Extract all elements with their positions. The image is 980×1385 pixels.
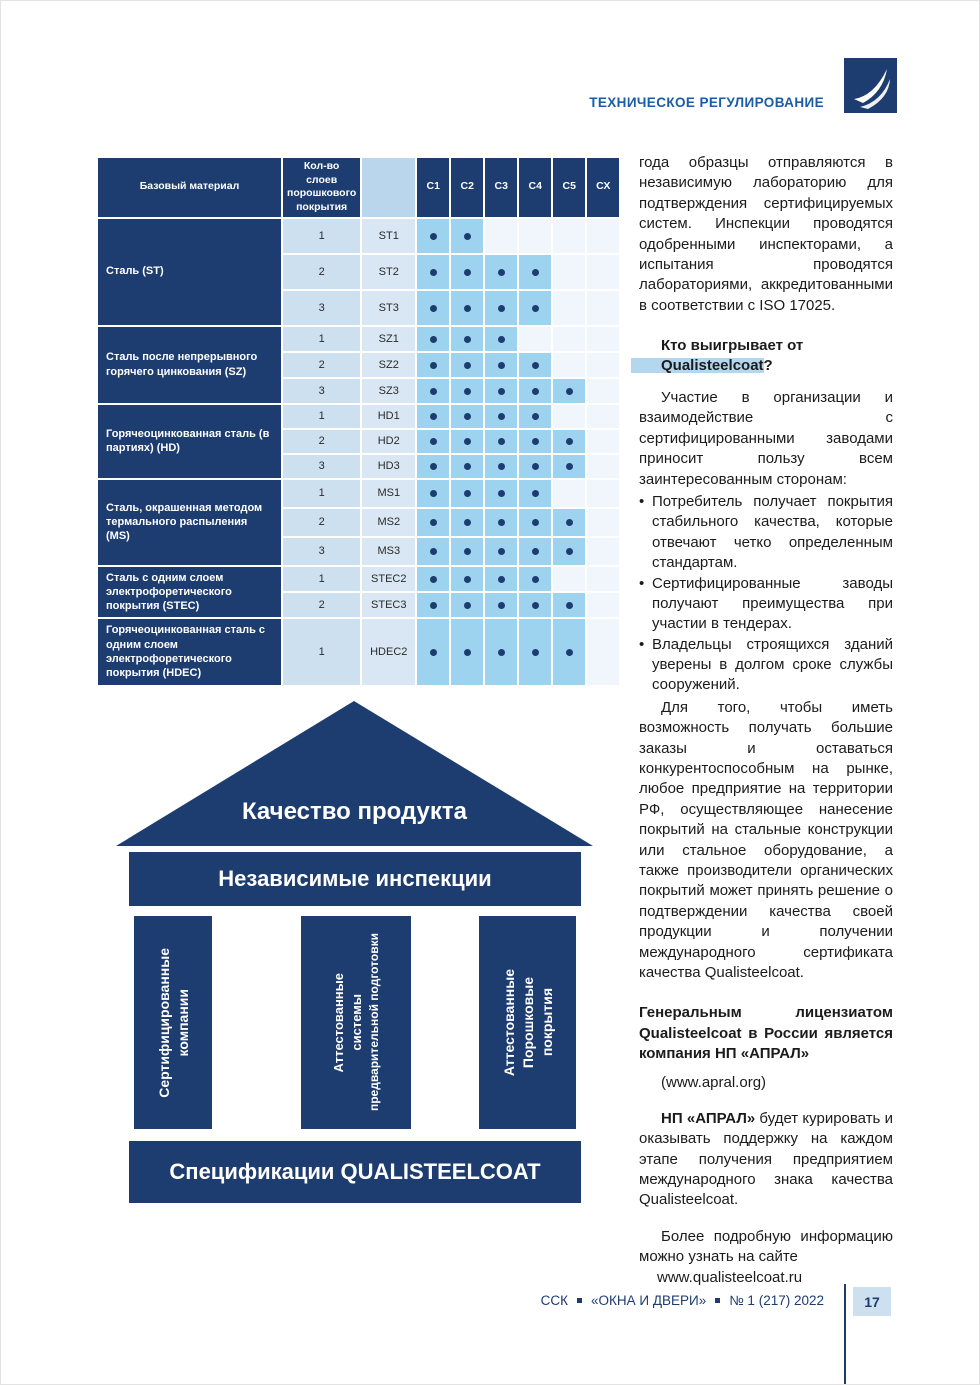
system-code-cell: ST2 bbox=[361, 254, 416, 290]
dot-marker bbox=[430, 362, 437, 369]
dot-marker bbox=[532, 362, 539, 369]
col-header-code bbox=[361, 157, 416, 218]
material-cell: Сталь с одним слоем электрофоретического покрытия (STEC) bbox=[97, 566, 282, 619]
house-beam: Независимые инспекции bbox=[129, 852, 581, 906]
pillar-label: предварительной подготовки bbox=[367, 933, 381, 1112]
publisher-logo bbox=[844, 58, 897, 113]
house-pillar bbox=[301, 916, 411, 1129]
layers-cell: 2 bbox=[282, 429, 361, 454]
class-cell bbox=[416, 290, 450, 326]
class-cell bbox=[586, 454, 620, 479]
dot-marker bbox=[464, 576, 471, 583]
footer-issue: № 1 (217) 2022 bbox=[729, 1293, 824, 1308]
benefit-item: • Сертифицированные заводы получают преимущества при участии в тендерах. bbox=[639, 574, 893, 635]
dot-marker bbox=[498, 649, 505, 656]
class-cell bbox=[552, 290, 586, 326]
class-cell bbox=[416, 618, 450, 685]
class-cell bbox=[416, 404, 450, 429]
feather-logo-icon bbox=[844, 58, 897, 113]
dot-marker bbox=[430, 548, 437, 555]
dot-marker bbox=[430, 388, 437, 395]
layers-cell: 1 bbox=[282, 326, 361, 352]
class-cell bbox=[552, 404, 586, 429]
class-cell bbox=[586, 326, 620, 352]
benefits-list bbox=[639, 492, 893, 696]
apral-url: (www.apral.org) bbox=[661, 1073, 767, 1091]
class-cell bbox=[416, 592, 450, 618]
class-cell bbox=[552, 537, 586, 566]
class-cell bbox=[450, 429, 484, 454]
dot-marker bbox=[566, 649, 573, 656]
class-cell bbox=[484, 429, 518, 454]
dot-marker bbox=[532, 649, 539, 656]
dot-marker bbox=[464, 438, 471, 445]
class-cell bbox=[450, 618, 484, 685]
col-header-class: С1 bbox=[416, 157, 450, 218]
col-header-material: Базовый материал bbox=[97, 157, 282, 218]
dot-marker bbox=[430, 269, 437, 276]
class-cell bbox=[416, 326, 450, 352]
class-cell bbox=[416, 454, 450, 479]
dot-marker bbox=[498, 602, 505, 609]
system-code-cell: MS3 bbox=[361, 537, 416, 566]
system-code-cell: HD2 bbox=[361, 429, 416, 454]
dot-marker bbox=[430, 649, 437, 656]
benefit-item: • Потребитель получает покрытия стабильного качества, которые отвечают четко определенным стандартам. bbox=[639, 492, 893, 574]
layers-cell: 1 bbox=[282, 404, 361, 429]
dot-marker bbox=[498, 336, 505, 343]
class-cell bbox=[450, 378, 484, 404]
class-cell bbox=[518, 454, 552, 479]
apral-lead: НП «АПРАЛ» bbox=[661, 1109, 756, 1127]
dot-marker bbox=[498, 576, 505, 583]
class-cell bbox=[484, 479, 518, 508]
dot-marker bbox=[498, 388, 505, 395]
class-cell bbox=[518, 378, 552, 404]
class-cell bbox=[484, 218, 518, 254]
pillar-label: Аттестованные bbox=[331, 972, 346, 1073]
dot-marker bbox=[498, 438, 505, 445]
dot-marker bbox=[532, 388, 539, 395]
col-header-class: С4 bbox=[518, 157, 552, 218]
layers-cell: 2 bbox=[282, 592, 361, 618]
dot-marker bbox=[464, 388, 471, 395]
dot-marker bbox=[430, 602, 437, 609]
dot-marker bbox=[498, 519, 505, 526]
class-cell bbox=[518, 479, 552, 508]
system-code-cell: SZ1 bbox=[361, 326, 416, 352]
dot-marker bbox=[430, 519, 437, 526]
class-cell bbox=[450, 454, 484, 479]
pillar-label: Порошковые bbox=[519, 976, 536, 1069]
class-cell bbox=[586, 254, 620, 290]
layers-cell: 1 bbox=[282, 218, 361, 254]
dot-marker bbox=[464, 413, 471, 420]
house-pillar bbox=[134, 916, 212, 1129]
paragraph-participation: Участие в организации и взаимодействие с сертифицированными заводами приносит пользу всем заинтересованным сторонам: bbox=[639, 389, 893, 488]
class-cell bbox=[484, 508, 518, 537]
class-cell bbox=[586, 404, 620, 429]
qualisteelcoat-url: www.qualisteelcoat.ru bbox=[657, 1268, 803, 1286]
who-benefits-heading bbox=[639, 336, 893, 376]
class-cell bbox=[518, 537, 552, 566]
dot-marker bbox=[498, 362, 505, 369]
footer-separator-square bbox=[577, 1298, 582, 1303]
dot-marker bbox=[566, 388, 573, 395]
class-cell bbox=[484, 378, 518, 404]
dot-marker bbox=[430, 463, 437, 470]
class-cell bbox=[552, 326, 586, 352]
class-cell bbox=[450, 537, 484, 566]
pillar-label: системы bbox=[349, 994, 364, 1051]
paragraph-licensee: Генеральным лицензиатом Qualisteelcoat в России является компания НП «АПРАЛ» bbox=[639, 1004, 893, 1063]
class-cell bbox=[518, 290, 552, 326]
system-code-cell: HDEC2 bbox=[361, 618, 416, 685]
dot-marker bbox=[464, 305, 471, 312]
dot-marker bbox=[498, 490, 505, 497]
class-cell bbox=[484, 592, 518, 618]
system-code-cell: SZ3 bbox=[361, 378, 416, 404]
dot-marker bbox=[532, 519, 539, 526]
class-cell bbox=[586, 592, 620, 618]
system-code-cell: ST3 bbox=[361, 290, 416, 326]
class-cell bbox=[416, 352, 450, 378]
class-cell bbox=[484, 454, 518, 479]
dot-marker bbox=[498, 413, 505, 420]
col-header-class: С5 bbox=[552, 157, 586, 218]
class-cell bbox=[586, 508, 620, 537]
dot-marker bbox=[532, 576, 539, 583]
class-cell bbox=[416, 537, 450, 566]
class-cell bbox=[586, 566, 620, 592]
class-cell bbox=[586, 618, 620, 685]
dot-marker bbox=[430, 576, 437, 583]
class-cell bbox=[552, 429, 586, 454]
dot-marker bbox=[464, 463, 471, 470]
class-cell bbox=[450, 404, 484, 429]
dot-marker bbox=[430, 305, 437, 312]
dot-marker bbox=[464, 519, 471, 526]
dot-marker bbox=[498, 548, 505, 555]
class-cell bbox=[450, 352, 484, 378]
table-row bbox=[97, 566, 620, 592]
house-pillar bbox=[479, 916, 576, 1129]
dot-marker bbox=[498, 305, 505, 312]
dot-marker bbox=[566, 438, 573, 445]
dot-marker bbox=[464, 362, 471, 369]
dot-marker bbox=[532, 548, 539, 555]
table-header-row bbox=[97, 157, 620, 218]
layers-cell: 2 bbox=[282, 508, 361, 537]
material-cell: Сталь (ST) bbox=[97, 218, 282, 326]
layers-cell: 1 bbox=[282, 566, 361, 592]
col-header-class: С3 bbox=[484, 157, 518, 218]
heading-line-1: Кто выигрывает от bbox=[661, 337, 804, 355]
class-cell bbox=[552, 254, 586, 290]
dot-marker bbox=[430, 438, 437, 445]
col-header-class: С2 bbox=[450, 157, 484, 218]
page-number: 17 bbox=[853, 1287, 891, 1316]
footer bbox=[541, 1293, 824, 1308]
class-cell bbox=[586, 537, 620, 566]
table-row bbox=[97, 326, 620, 352]
dot-marker bbox=[430, 413, 437, 420]
dot-marker bbox=[464, 269, 471, 276]
pillar-label: Аттестованные bbox=[500, 968, 517, 1077]
dot-marker bbox=[566, 548, 573, 555]
dot-marker bbox=[498, 463, 505, 470]
col-header-layers: Кол-во слоев порошкового покрытия bbox=[282, 157, 361, 218]
table-row bbox=[97, 218, 620, 254]
paragraph-more-info: Более подробную информацию можно узнать на сайте bbox=[639, 1227, 893, 1266]
pillar-label: покрытия bbox=[538, 988, 555, 1057]
dot-marker bbox=[464, 548, 471, 555]
class-cell bbox=[552, 454, 586, 479]
class-cell bbox=[450, 218, 484, 254]
paragraph-certification: Для того, чтобы иметь возможность получать большие заказы и оставаться конкурентоспособным на рынке, любое предприятие на территории РФ, осуществляющее нанесение покрытий на стальные конструкции или стальное оборудование, а также производители органических покрытий может принять решение о подтверждении качества своей продукции и получении международного сертификата качества Qualisteelcoat. bbox=[639, 698, 893, 981]
system-code-cell: SZ2 bbox=[361, 352, 416, 378]
material-cell: Горячеоцинкованная сталь с одним слоем электрофоретического покрытия (HDEC) bbox=[97, 618, 282, 685]
class-cell bbox=[552, 352, 586, 378]
class-cell bbox=[416, 508, 450, 537]
class-cell bbox=[586, 479, 620, 508]
class-cell bbox=[484, 404, 518, 429]
heading-line-2: Qualisteelcoat? bbox=[661, 357, 773, 375]
footer-separator-square bbox=[715, 1298, 720, 1303]
dot-marker bbox=[532, 305, 539, 312]
layers-cell: 1 bbox=[282, 618, 361, 685]
layers-cell: 3 bbox=[282, 537, 361, 566]
class-cell bbox=[416, 378, 450, 404]
class-cell bbox=[552, 378, 586, 404]
dot-marker bbox=[532, 438, 539, 445]
class-cell bbox=[450, 566, 484, 592]
section-header: ТЕХНИЧЕСКОЕ РЕГУЛИРОВАНИЕ bbox=[589, 95, 824, 110]
layers-cell: 2 bbox=[282, 352, 361, 378]
class-cell bbox=[518, 404, 552, 429]
class-cell bbox=[484, 537, 518, 566]
class-cell bbox=[518, 218, 552, 254]
system-code-cell: HD3 bbox=[361, 454, 416, 479]
class-cell bbox=[484, 326, 518, 352]
class-cell bbox=[586, 352, 620, 378]
dot-marker bbox=[464, 233, 471, 240]
footer-title: «ОКНА И ДВЕРИ» bbox=[591, 1293, 707, 1308]
class-cell bbox=[586, 290, 620, 326]
dot-marker bbox=[464, 602, 471, 609]
class-cell bbox=[450, 326, 484, 352]
dot-marker bbox=[532, 269, 539, 276]
class-cell bbox=[416, 254, 450, 290]
class-cell bbox=[484, 618, 518, 685]
class-cell bbox=[518, 618, 552, 685]
dot-marker bbox=[532, 490, 539, 497]
class-cell bbox=[450, 254, 484, 290]
paragraph-apral-support bbox=[639, 1109, 893, 1211]
footer-magazine: ССК bbox=[540, 1293, 568, 1308]
class-cell bbox=[484, 290, 518, 326]
dot-marker bbox=[498, 269, 505, 276]
class-cell bbox=[484, 352, 518, 378]
class-cell bbox=[552, 508, 586, 537]
class-cell bbox=[552, 566, 586, 592]
system-code-cell: MS1 bbox=[361, 479, 416, 508]
dot-marker bbox=[464, 490, 471, 497]
dot-marker bbox=[532, 413, 539, 420]
class-cell bbox=[586, 218, 620, 254]
class-cell bbox=[484, 566, 518, 592]
system-code-cell: ST1 bbox=[361, 218, 416, 254]
class-cell bbox=[416, 566, 450, 592]
class-cell bbox=[416, 218, 450, 254]
class-cell bbox=[450, 290, 484, 326]
pillar-label: Сертифицированные bbox=[155, 947, 172, 1098]
material-cell: Сталь, окрашенная методом термального распыления (MS) bbox=[97, 479, 282, 566]
layers-cell: 3 bbox=[282, 454, 361, 479]
dot-marker bbox=[566, 519, 573, 526]
roof-label: Качество продукта bbox=[241, 798, 467, 825]
class-cell bbox=[450, 508, 484, 537]
coating-classes-table bbox=[96, 156, 621, 687]
class-cell bbox=[518, 592, 552, 618]
benefit-item: • Владельцы строящихся зданий уверены в долгом сроке службы сооружений. bbox=[639, 635, 893, 696]
class-cell bbox=[518, 429, 552, 454]
article-column bbox=[639, 153, 893, 1288]
system-code-cell: HD1 bbox=[361, 404, 416, 429]
table-row bbox=[97, 479, 620, 508]
dot-marker bbox=[532, 463, 539, 470]
class-cell bbox=[518, 352, 552, 378]
layers-cell: 2 bbox=[282, 254, 361, 290]
layers-cell: 1 bbox=[282, 479, 361, 508]
system-code-cell: STEC2 bbox=[361, 566, 416, 592]
dot-marker bbox=[566, 602, 573, 609]
system-code-cell: STEC3 bbox=[361, 592, 416, 618]
class-cell bbox=[416, 479, 450, 508]
material-cell: Сталь после непрерывного горячего цинкования (SZ) bbox=[97, 326, 282, 404]
house-base: Спецификации QUALISTEELCOAT bbox=[129, 1141, 581, 1203]
apral-rest: будет курировать и оказывать поддержку на каждом этапе получения предприятием международного знака качества Qualisteelcoat. bbox=[639, 1109, 893, 1209]
dot-marker bbox=[430, 336, 437, 343]
system-code-cell: MS2 bbox=[361, 508, 416, 537]
dot-marker bbox=[566, 463, 573, 470]
class-cell bbox=[416, 429, 450, 454]
house-pillars bbox=[129, 916, 581, 1129]
table-row bbox=[97, 404, 620, 429]
qualisteelcoat-house-diagram bbox=[116, 701, 593, 1203]
col-header-class: СХ bbox=[586, 157, 620, 218]
dot-marker bbox=[464, 336, 471, 343]
class-cell bbox=[552, 592, 586, 618]
class-cell bbox=[552, 218, 586, 254]
class-cell bbox=[450, 592, 484, 618]
dot-marker bbox=[430, 233, 437, 240]
table-row bbox=[97, 618, 620, 685]
class-cell bbox=[518, 326, 552, 352]
paragraph-intro: года образцы отправляются в независимую лабораторию для подтверждения сертифицируемых систем. Инспекции проводятся одобренными инспекторами, а испытания проводятся лабораториями, аккредитованными в соответствии с ISO 17025. bbox=[639, 154, 893, 314]
class-cell bbox=[450, 479, 484, 508]
class-cell bbox=[518, 566, 552, 592]
layers-cell: 3 bbox=[282, 290, 361, 326]
pillar-label: компании bbox=[174, 988, 191, 1057]
class-cell bbox=[552, 618, 586, 685]
footer-accent-line bbox=[844, 1284, 846, 1385]
class-cell bbox=[518, 254, 552, 290]
class-cell bbox=[484, 254, 518, 290]
class-cell bbox=[518, 508, 552, 537]
class-cell bbox=[552, 479, 586, 508]
class-cell bbox=[586, 378, 620, 404]
dot-marker bbox=[532, 602, 539, 609]
dot-marker bbox=[464, 649, 471, 656]
layers-cell: 3 bbox=[282, 378, 361, 404]
dot-marker bbox=[430, 490, 437, 497]
class-cell bbox=[586, 429, 620, 454]
material-cell: Горячеоцинкованная сталь (в партиях) (HD) bbox=[97, 404, 282, 479]
